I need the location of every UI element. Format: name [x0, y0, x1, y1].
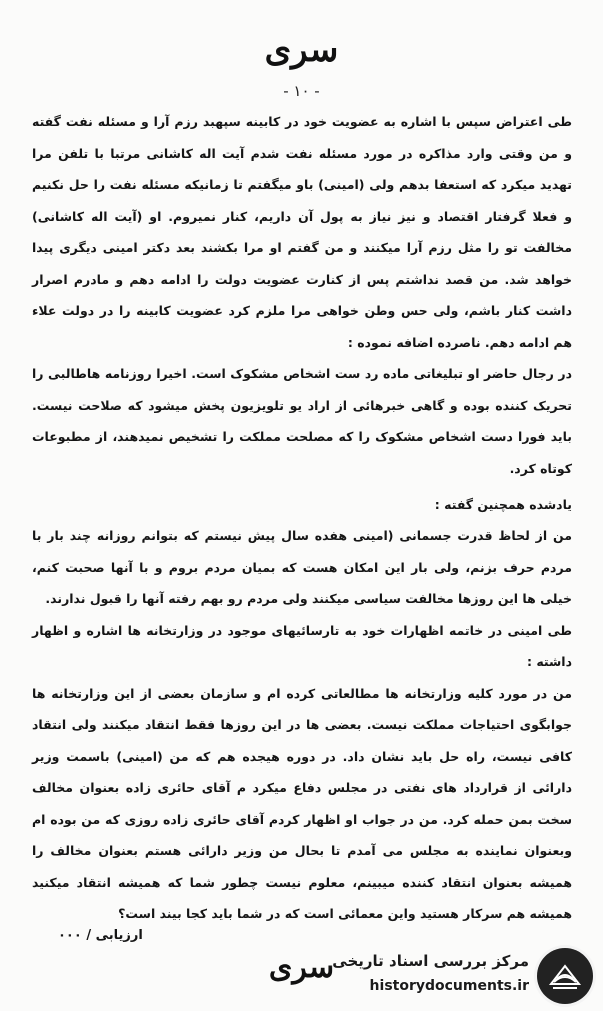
classification-stamp-bottom: سرى — [268, 950, 335, 985]
archive-watermark — [323, 948, 593, 1006]
watermark-title: مرکز بررسی اسناد تاریخی — [332, 952, 529, 970]
paragraph-4: طی امینی در خاتمه اظهارات خود به تارسائیهای موجود در وزارتخانه ها اشاره و اظهار داشته : — [32, 622, 572, 669]
paragraph-2: در رجال حاضر او تبلیغاتی ماده رد ست اشخاص مشکوک است. اخیرا روزنامه هاطالبی را تحریک کننده بوده و گاهی خبرهائی از اراد یو تلویزیون پخش میشود که صلاحت نیست. باید فورا دست اشخاص مشکوک را که مصلحت مملکت را تشخیص نمیدهند، از مطبوعات کوتاه کرد. — [32, 366, 572, 476]
watermark-url: historydocuments.ir — [369, 978, 529, 994]
page-number: - ۱۰ - — [283, 82, 320, 100]
section-heading-1: یادشده همچنین گفته : — [434, 497, 572, 512]
document-body — [32, 106, 572, 930]
classification-stamp-top: سرى — [264, 30, 339, 70]
paragraph-5: من در مورد کلیه وزارتخانه ها مطالعاتی کرده ام و سازمان بعضی از این وزارتخانه ها جوابگوی احتیاجات مملکت نیست. بعضی ها در این روزها فقط انتقاد میکنند ولی انتقاد کافی نیست، راه حل باید نشان داد. در دوره هیجده هم که من (امینی) باسمت وزیر دارائی از قرارداد های نفتی در مجلس دفاع میکرد م آقای حائری زاده بعنوان مخالف سخت بمن حمله کرد. من در جواب او اظهار کردم آقای حائری زاده روزی که من بوده ام وبعنوان نماینده به مجلس می آمدم تا بحال من وزیر دارائی هستم بعنوان مخالف را همیشه بعنوان انتقاد کننده میبینم، معلوم نیست چطور شما که همیشه انتقاد میکنید همیشه هم سرکار هستید واین معمائی است که در شما باید کجا بیند است؟ — [32, 685, 572, 921]
paragraph-1: طی اعتراض سپس با اشاره به عضویت خود در کابینه سپهبد رزم آرا و مسئله نفت گفته و من وقتی وارد مذاکره در مورد مسئله نفت شدم آیت اله کاشانی مرتبا با تلفن مرا تهدید میکرد که استعفا بدهم ولی (امینی) باو میگفتم تا زمانیکه مسئله نفت را حل نکنیم و فعلا گرفتار اقتصاد و نیز نیاز به پول آن داریم، کنار نمیروم. او (آیت اله کاشانی) مخالفت تو را مثل رزم آرا میکنند و من گفتم او مرا بکشند بعد دکتر امینی دیگری پیدا خواهد شد. من قصد نداشتم پس از کنارت عضویت دولت را ادامه دهم و مادرم اصرار داشت کنار باشم، ولی حس وطن خواهی مرا ملزم کرد عضویت کابینه را در دولت علاء هم ادامه دهم. ناصرده اضافه نموده : — [32, 114, 572, 350]
book-pages-logo-icon — [537, 948, 593, 1004]
paragraph-3: من از لحاظ قدرت جسمانی (امینی هفده سال پیش نیستم که بتوانم روزانه چند بار با مردم حرف بزنم، ولی بار این امکان هست که بمیان مردم بروم و با آنها صحبت کنم، خیلی ها این روزها مخالفت سیاسی میکنند ولی مردم رو بهم رفته آنها را قبول ندارند. — [32, 528, 572, 606]
reference-note: ارزیابی / ۰۰۰ — [58, 928, 143, 943]
